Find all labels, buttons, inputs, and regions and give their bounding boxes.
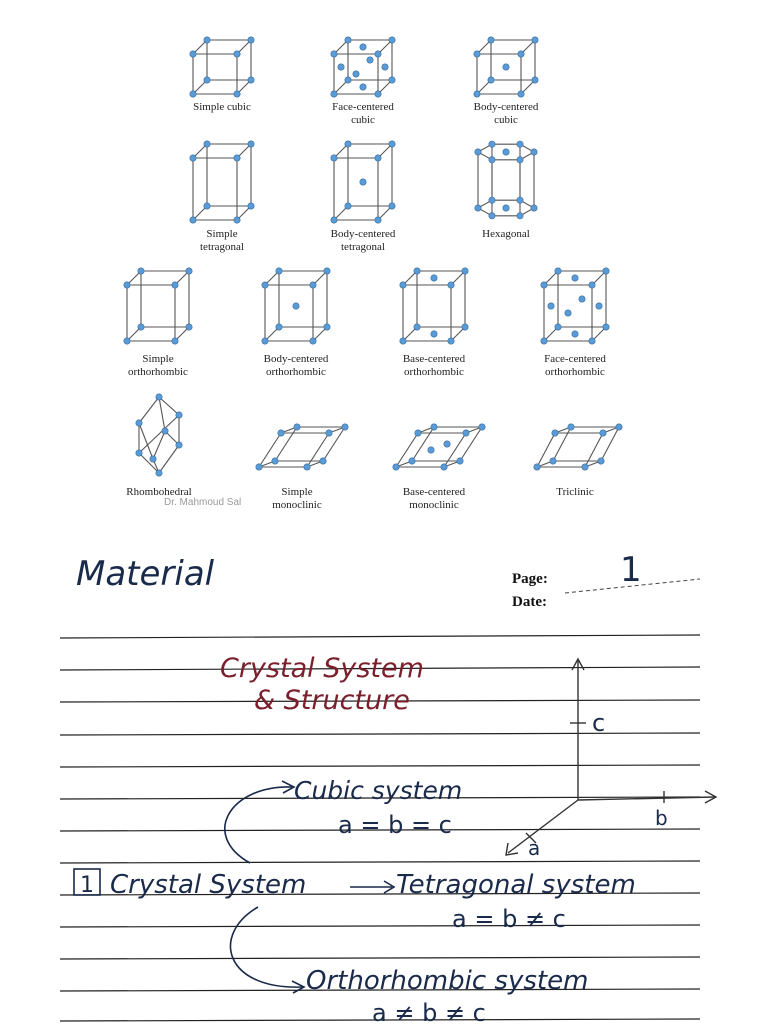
- atom: [190, 91, 196, 97]
- atom: [204, 203, 210, 209]
- atom: [331, 155, 337, 161]
- atom: [489, 157, 495, 163]
- cubic-label: Cubic system: [294, 776, 463, 805]
- caption-sc: Simple cubic: [193, 101, 251, 113]
- atom: [389, 203, 395, 209]
- atom: [375, 51, 381, 57]
- atom: [331, 217, 337, 223]
- atom: [248, 37, 254, 43]
- atom: [367, 57, 373, 63]
- atom: [324, 324, 330, 330]
- atom: [353, 71, 359, 77]
- atom: [156, 470, 162, 476]
- atom: [276, 268, 282, 274]
- caption-sm: Simple monoclinic: [272, 486, 322, 511]
- caption-bct: Body-centered tetragonal: [330, 228, 396, 253]
- caption-fco: Face-centered orthorhombic: [544, 353, 606, 378]
- atom: [338, 64, 344, 70]
- atom: [124, 282, 130, 288]
- atom: [324, 268, 330, 274]
- atom: [431, 275, 437, 281]
- center-atom: [293, 303, 299, 309]
- atom: [462, 324, 468, 330]
- atom: [276, 324, 282, 330]
- atom: [531, 149, 537, 155]
- item-label: Crystal System: [110, 870, 307, 900]
- atom: [532, 77, 538, 83]
- caption-bcc: Body-centered cubic: [473, 101, 539, 126]
- arrow-to-ortho: [231, 907, 302, 987]
- axis-b: b: [655, 806, 668, 830]
- atom: [294, 424, 300, 430]
- atom: [548, 303, 554, 309]
- atom: [136, 450, 142, 456]
- lattice-rh: [136, 394, 182, 476]
- center-atom: [360, 179, 366, 185]
- atom: [532, 37, 538, 43]
- atom: [517, 157, 523, 163]
- atom: [582, 464, 588, 470]
- atom: [550, 458, 556, 464]
- atom: [389, 141, 395, 147]
- title-line2: & Structure: [254, 685, 410, 716]
- lattice-bco: [262, 268, 330, 344]
- caption-fcc: Face-centered cubic: [332, 101, 394, 126]
- atom: [190, 217, 196, 223]
- atom: [555, 268, 561, 274]
- atom: [331, 91, 337, 97]
- atom: [474, 51, 480, 57]
- date-label: Date:: [512, 594, 547, 610]
- atom: [176, 442, 182, 448]
- atom: [248, 141, 254, 147]
- caption-st: Simple tetragonal: [200, 228, 244, 253]
- atom: [428, 447, 434, 453]
- ortho-label: Orthorhombic system: [306, 966, 589, 996]
- atom: [479, 424, 485, 430]
- atom: [565, 310, 571, 316]
- caption-hex: Hexagonal: [482, 228, 530, 240]
- atom: [124, 338, 130, 344]
- atom: [600, 430, 606, 436]
- atom: [204, 77, 210, 83]
- atom: [360, 84, 366, 90]
- atom: [262, 338, 268, 344]
- atom: [555, 324, 561, 330]
- atom: [541, 282, 547, 288]
- atom: [431, 331, 437, 337]
- atom: [204, 141, 210, 147]
- atom: [389, 37, 395, 43]
- atom: [414, 324, 420, 330]
- atom: [204, 37, 210, 43]
- tetragonal-relation: a = b ≠ c: [452, 905, 566, 933]
- atom: [190, 51, 196, 57]
- caption-rh: Rhombohedral: [126, 486, 192, 498]
- atom: [572, 331, 578, 337]
- atom: [616, 424, 622, 430]
- atom: [162, 428, 168, 434]
- atom: [534, 464, 540, 470]
- atom: [345, 77, 351, 83]
- atom: [345, 203, 351, 209]
- atom: [552, 430, 558, 436]
- atom: [489, 213, 495, 219]
- atom: [517, 213, 523, 219]
- atom: [589, 282, 595, 288]
- atom: [531, 205, 537, 211]
- atom: [156, 394, 162, 400]
- atom: [172, 282, 178, 288]
- atom: [393, 464, 399, 470]
- caption-tri: Triclinic: [556, 486, 594, 498]
- atom: [310, 282, 316, 288]
- notes-canvas: [0, 535, 768, 1024]
- handwritten-notes: [0, 535, 768, 1024]
- atom: [415, 430, 421, 436]
- atom: [572, 275, 578, 281]
- atom: [603, 324, 609, 330]
- caption-baseo: Base-centered orthorhombic: [402, 353, 466, 378]
- atom: [489, 141, 495, 147]
- atom: [360, 44, 366, 50]
- atom: [488, 77, 494, 83]
- axes-sketch: [506, 659, 716, 855]
- lattice-bm: [393, 424, 485, 470]
- page-number: 1: [620, 550, 642, 590]
- atom: [503, 205, 509, 211]
- lattice-baseo: [400, 268, 468, 344]
- atom: [431, 424, 437, 430]
- atom: [248, 77, 254, 83]
- atom: [518, 91, 524, 97]
- page-label: Page:: [512, 571, 548, 587]
- atom: [400, 338, 406, 344]
- atom: [488, 37, 494, 43]
- atom: [596, 303, 602, 309]
- atom: [389, 77, 395, 83]
- caption-bco: Body-centered orthorhombic: [263, 353, 329, 378]
- atom: [409, 458, 415, 464]
- atom: [326, 430, 332, 436]
- atom: [475, 205, 481, 211]
- atom: [272, 458, 278, 464]
- atom: [136, 420, 142, 426]
- atom: [304, 464, 310, 470]
- atom: [448, 338, 454, 344]
- atom: [138, 268, 144, 274]
- cubic-relation: a = b = c: [338, 811, 452, 839]
- atom: [441, 464, 447, 470]
- atom: [375, 91, 381, 97]
- ortho-relation: a ≠ b ≠ c: [372, 999, 486, 1024]
- atom: [603, 268, 609, 274]
- atom: [375, 217, 381, 223]
- lattice-sm: [256, 424, 348, 470]
- caption-so: Simple orthorhombic: [128, 353, 188, 378]
- atom: [138, 324, 144, 330]
- atom: [474, 91, 480, 97]
- atom: [598, 458, 604, 464]
- atom: [444, 441, 450, 447]
- lattice-fcc: [331, 37, 395, 97]
- atom: [518, 51, 524, 57]
- atom: [190, 155, 196, 161]
- tetragonal-label: Tetragonal system: [396, 870, 636, 900]
- atom: [414, 268, 420, 274]
- atom: [517, 141, 523, 147]
- axis-a: a: [528, 836, 541, 860]
- atom: [375, 155, 381, 161]
- atom: [234, 51, 240, 57]
- atom: [517, 197, 523, 203]
- atom: [448, 282, 454, 288]
- lattice-bct: [331, 141, 395, 223]
- atom: [475, 149, 481, 155]
- center-atom: [503, 64, 509, 70]
- lattice-bcc: [474, 37, 538, 97]
- atom: [345, 37, 351, 43]
- title-line1: Crystal System: [220, 653, 424, 684]
- atom: [342, 424, 348, 430]
- atom: [310, 338, 316, 344]
- caption-bm: Base-centered monoclinic: [402, 486, 466, 511]
- lattice-tri: [534, 424, 622, 470]
- atom: [234, 155, 240, 161]
- atom: [186, 324, 192, 330]
- atom: [489, 197, 495, 203]
- axis-c: c: [592, 709, 606, 737]
- atom: [176, 412, 182, 418]
- atom: [262, 282, 268, 288]
- atom: [589, 338, 595, 344]
- atom: [382, 64, 388, 70]
- atom: [186, 268, 192, 274]
- lattice-sc: [190, 37, 254, 97]
- header-word: Material: [76, 554, 215, 594]
- atom: [345, 141, 351, 147]
- atom: [172, 338, 178, 344]
- lattice-so: [124, 268, 192, 344]
- lattice-fco: [541, 268, 609, 344]
- atom: [320, 458, 326, 464]
- atom: [278, 430, 284, 436]
- atom: [541, 338, 547, 344]
- atom: [462, 268, 468, 274]
- lattice-st: [190, 141, 254, 223]
- atom: [579, 296, 585, 302]
- atom: [248, 203, 254, 209]
- item-number: 1: [80, 873, 94, 898]
- atom: [568, 424, 574, 430]
- atom: [331, 51, 337, 57]
- atom: [463, 430, 469, 436]
- lattice-hex: [475, 141, 537, 219]
- atom: [234, 91, 240, 97]
- atom: [400, 282, 406, 288]
- atom: [234, 217, 240, 223]
- atom: [457, 458, 463, 464]
- atom: [150, 456, 156, 462]
- atom: [503, 149, 509, 155]
- watermark: Dr. Mahmoud Sal: [164, 497, 242, 508]
- atom: [256, 464, 262, 470]
